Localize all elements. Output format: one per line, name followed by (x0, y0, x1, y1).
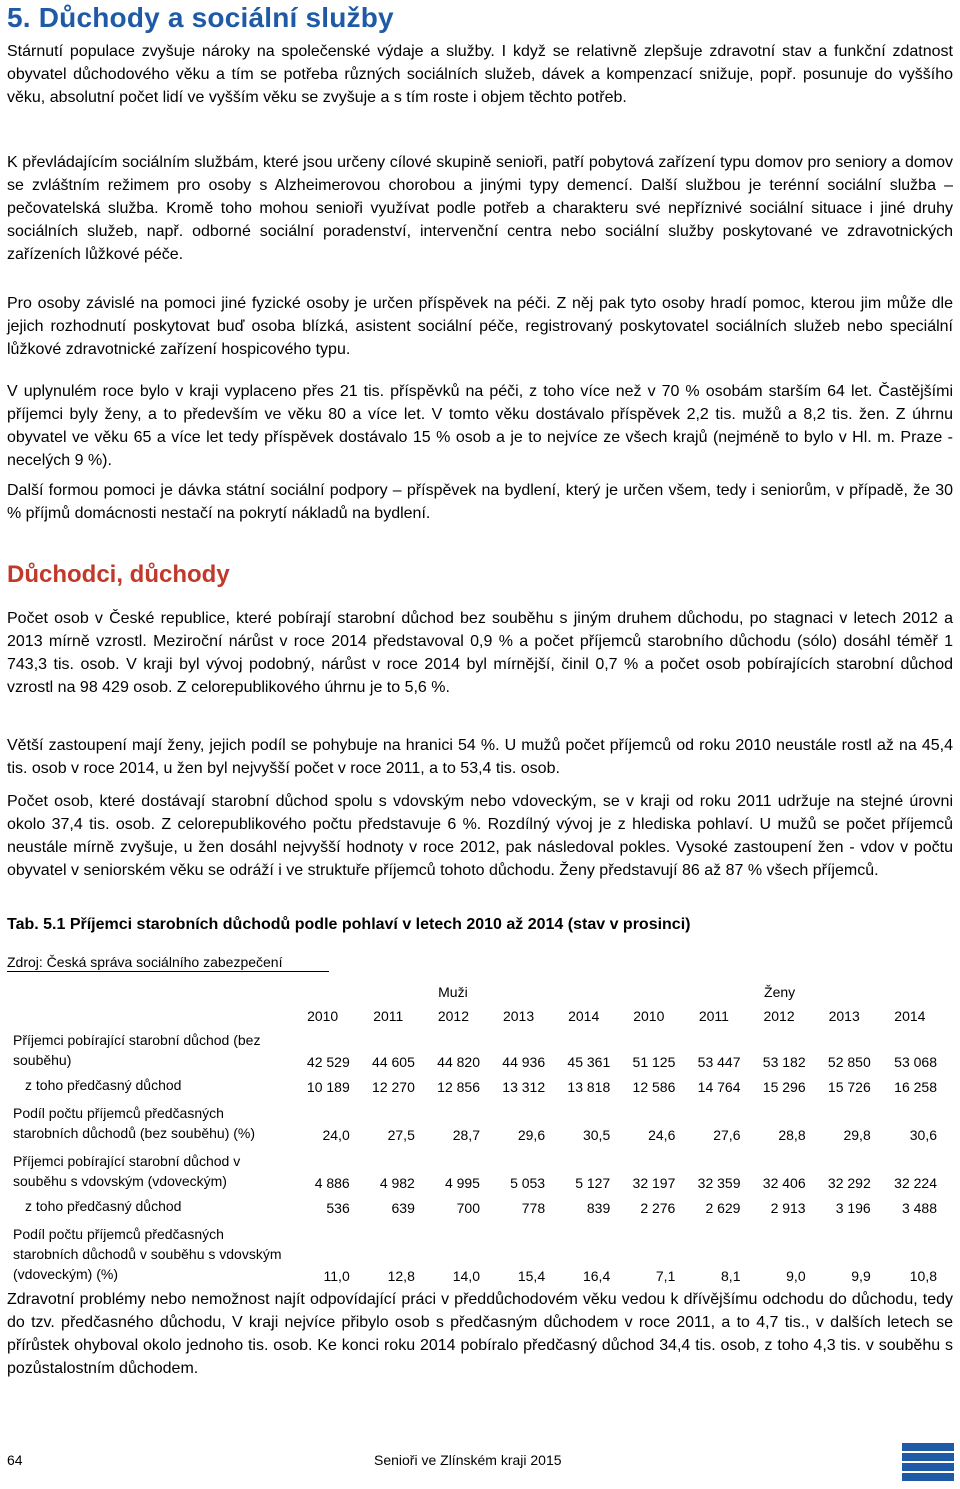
row-label: z toho předčasný důchod (25, 1077, 182, 1093)
table-cell: 32 292 (827, 1175, 871, 1191)
table-cell: 4 886 (314, 1175, 350, 1191)
table-cell: 5 053 (510, 1175, 546, 1191)
table-cell: 44 820 (437, 1054, 480, 1070)
table-cell: 16 258 (894, 1079, 937, 1095)
pension-paragraph-3: Počet osob, které dostávají starobní důchod spolu s vdovským nebo vdoveckým, se v kraji od roku 2011 udržuje na stejné úrovni okolo 37,4 tis. osob. Z celorepublikového počtu představuje 6 %. Rozdílný vývoj je z hlediska pohlaví. U mužů se počet příjemců neustále mírně zvyšuje, u žen dosáhl nejvyšší hodnoty v roce 2012, pak následoval pokles. Vysoké zastoupení žen - vdov v počtu obyvatel v seniorském věku se odráží i ve struktuře příjemců tohoto důchodu. Ženy představují 86 až 87 % všech příjemců. (7, 793, 953, 879)
section-subheading: Důchodci, důchody (7, 561, 230, 588)
table-cell: 44 605 (372, 1054, 415, 1070)
year-header: 2010 (633, 1008, 665, 1024)
table-cell: 30,6 (909, 1127, 937, 1143)
table-row (7, 1097, 943, 1145)
table-cell: 15 296 (762, 1079, 806, 1095)
row-label: Podíl počtu příjemců předčasných starobních důchodů (bez souběhu) (%) (13, 1105, 256, 1141)
table-cell: 12,8 (387, 1268, 415, 1284)
table-cell: 4 982 (379, 1175, 415, 1191)
table-cell: 10 189 (306, 1079, 350, 1095)
table-cell: 28,7 (452, 1127, 480, 1143)
table-corner-2 (7, 1000, 290, 1024)
table-cell: 15 726 (827, 1079, 871, 1095)
table-cell: 11,0 (323, 1268, 350, 1284)
row-label: Podíl počtu příjemců předčasných starobních důchodů v souběhu s vdovským (vdoveckým) (%) (13, 1226, 282, 1282)
table-cell: 44 936 (502, 1054, 546, 1070)
table-cell: 12 270 (372, 1079, 415, 1095)
table-cell: 15,4 (517, 1268, 546, 1284)
table-cell: 14,0 (452, 1268, 480, 1284)
intro-paragraph-4: V uplynulém roce bylo v kraji vyplaceno přes 21 tis. příspěvků na péči, z toho více než v 70 % osobám starším 64 let. Častějšími příjemci byly ženy, a to především ve věku 80 a více let. V tomto věku dostávalo příspěvek 2,2 tis. mužů a 8,2 tis. žen. Z úhrnu obyvatel ve věku 65 a více let tedy příspěvek dostávalo 15 % osob a je to nejvíce ze všech krajů (nejméně to bylo v Hl. m. Praze - necelých 9 %). (7, 383, 953, 469)
table-row (7, 1024, 943, 1072)
page-number: 64 (7, 1452, 23, 1468)
source-underline (7, 971, 329, 972)
intro-paragraph-1: Stárnutí populace zvyšuje nároky na společenské výdaje a služby. I když se relativně zlepšuje zdravotní stav a funkční zdatnost obyvatel důchodového věku a tím se potřeba různých sociálních služeb, dávek a kompenzací snižuje, popř. posunuje do vyššího věku, absolutní počet lidí ve vyšším věku se zvyšuje a s tím roste i objem těchto potřeb. (7, 43, 953, 106)
table-row (7, 1145, 943, 1193)
table-cell: 27,6 (713, 1127, 741, 1143)
pension-paragraph-1: Počet osob v České republice, které pobírají starobní důchod bez souběhu s jiným druhem důchodu, po stagnaci v letech 2012 a 2013 mírně vzrostl. Meziroční nárůst v roce 2014 představoval 0,9 % a počet příjemců starobního důchodu (sólo) dosáhl téměř 1 743,3 tis. osob. V kraji byl vývoj podobný, nárůst v roce 2014 byl mírnější, činil 0,7 % a počet osob pobírajících starobní důchod vzrostl na 98 429 osob. Z celorepublikového úhrnu je to 5,6 %. (7, 610, 953, 696)
table-cell: 24,6 (648, 1127, 676, 1143)
table-cell: 29,8 (843, 1127, 871, 1143)
table-row (7, 1072, 943, 1097)
table-cell: 9,9 (851, 1268, 871, 1284)
table-cell: 12 586 (632, 1079, 676, 1095)
table-source: Zdroj: Česká správa sociálního zabezpečení (7, 954, 283, 970)
year-header: 2012 (437, 1008, 469, 1024)
table-cell: 700 (456, 1200, 480, 1216)
table-cell: 53 447 (697, 1054, 741, 1070)
table-cell: 29,6 (517, 1127, 546, 1143)
table-body (7, 1024, 943, 1286)
table-cell: 3 488 (901, 1200, 937, 1216)
row-label: Příjemci pobírající starobní důchod v souběhu s vdovským (vdoveckým) (13, 1153, 241, 1189)
table-cell: 639 (391, 1200, 415, 1216)
publisher-logo-icon (902, 1443, 954, 1481)
table-title: Tab. 5.1 Příjemci starobních důchodů podle pohlaví v letech 2010 až 2014 (stav v prosinci) (7, 916, 691, 933)
row-label: z toho předčasný důchod (25, 1198, 182, 1214)
publication-title: Senioři ve Zlínském kraji 2015 (374, 1452, 562, 1468)
table-row (7, 1193, 943, 1218)
table-corner (7, 976, 290, 1000)
table-cell: 4 995 (444, 1175, 480, 1191)
table-cell: 28,8 (778, 1127, 806, 1143)
intro-paragraph-2: K převládajícím sociálním službám, které jsou určeny cílové skupině senioři, patří pobytová zařízení typu domov pro seniory a domov se zvláštním režimem pro osoby s Alzheimerovou chorobou a jinými typy demencí. Další službou je terénní sociální služba – pečovatelská služba. Kromě toho mohou senioři využívat podle potřeb a charakteru své nepříznivé sociální situace i jiné druhy sociálních služeb, např. odborné sociální poradenství, intervenční centra nebo sociální služby poskytované ve zdravotnických zařízeních lůžkové péče. (7, 154, 953, 263)
year-header: 2012 (763, 1008, 795, 1024)
table-cell: 52 850 (827, 1054, 871, 1070)
pension-recipients-table (7, 976, 943, 1286)
table-cell: 12 856 (437, 1079, 480, 1095)
table-row (7, 1218, 943, 1286)
table-cell: 42 529 (306, 1054, 350, 1070)
table-cell: 32 406 (762, 1175, 806, 1191)
year-header: 2014 (894, 1008, 926, 1024)
year-header: 2011 (698, 1008, 729, 1024)
table-cell: 7,1 (655, 1268, 676, 1284)
intro-paragraph-5: Další formou pomoci je dávka státní sociální podpory – příspěvek na bydlení, který je určen všem, tedy i seniorům, v případě, že 30 % příjmů domácnosti nestačí na pokrytí nákladů na bydlení. (7, 482, 953, 522)
intro-paragraph-3: Pro osoby závislé na pomoci jiné fyzické osoby je určen příspěvek na péči. Z něj pak tyto osoby hradí pomoc, kterou jim může dle jejich rozhodnutí poskytovat buď osoba blízká, asistent sociální péče, registrovaný poskytovatel sociálních služeb nebo speciální lůžkové zdravotnické zařízení hospicového typu. (7, 295, 953, 358)
chapter-heading: 5. Důchody a sociální služby (7, 2, 394, 33)
table-cell: 14 764 (697, 1079, 741, 1095)
table-cell: 24,0 (322, 1127, 350, 1143)
table-cell: 51 125 (632, 1054, 676, 1070)
year-header: 2014 (568, 1008, 600, 1024)
table-cell: 16,4 (582, 1268, 611, 1284)
table-cell: 27,5 (387, 1127, 415, 1143)
table-cell: 536 (326, 1200, 350, 1216)
year-header: 2013 (502, 1008, 535, 1024)
header-women: Ženy (616, 976, 943, 1000)
closing-paragraph: Zdravotní problémy nebo nemožnost najít odpovídající práci v předdůchodovém věku vedou k dřívějšímu odchodu do důchodu, tedy do tzv. předčasného důchodu, V kraji nejvíce přibylo osob s předčasným důchodem v roce 2011, a to 4,7 tis., v dalších letech se přírůstek ohyboval okolo jednoho tis. osob. Ke konci roku 2014 pobíralo předčasný důchod 34,4 tis. osob, z toho 4,3 tis. v souběhu s pozůstalostním důchodem. (7, 1291, 953, 1377)
year-header-row (7, 1000, 943, 1024)
row-label: Příjemci pobírající starobní důchod (bez souběhu) (13, 1032, 261, 1068)
table-cell: 32 359 (697, 1175, 741, 1191)
table-cell: 2 629 (705, 1200, 741, 1216)
table-cell: 13 818 (567, 1079, 611, 1095)
table-cell: 32 224 (894, 1175, 937, 1191)
table-cell: 8,1 (721, 1268, 741, 1284)
year-header: 2011 (373, 1008, 404, 1024)
table-cell: 839 (586, 1200, 611, 1216)
year-header: 2010 (307, 1008, 339, 1024)
table-cell: 10,8 (909, 1268, 937, 1284)
table-cell: 2 276 (640, 1200, 676, 1216)
table-cell: 778 (521, 1200, 546, 1216)
table-cell: 2 913 (770, 1200, 806, 1216)
table-cell: 45 361 (567, 1054, 611, 1070)
table-cell: 53 068 (894, 1054, 937, 1070)
table-cell: 53 182 (762, 1054, 806, 1070)
table-cell: 9,0 (786, 1268, 806, 1284)
table-cell: 13 312 (502, 1079, 546, 1095)
year-header: 2013 (828, 1008, 860, 1024)
table-cell: 30,5 (582, 1127, 611, 1143)
table-cell: 3 196 (835, 1200, 871, 1216)
header-men: Muži (290, 976, 617, 1000)
table-cell: 5 127 (575, 1175, 611, 1191)
pension-paragraph-2: Větší zastoupení mají ženy, jejich podíl se pohybuje na hranici 54 %. U mužů počet příjemců od roku 2010 neustále rostl až na 45,4 tis. osob v roce 2014, u žen byl nejvyšší počet v roce 2011, a to 53,4 tis. osob. (7, 737, 953, 777)
table-cell: 32 197 (632, 1175, 676, 1191)
